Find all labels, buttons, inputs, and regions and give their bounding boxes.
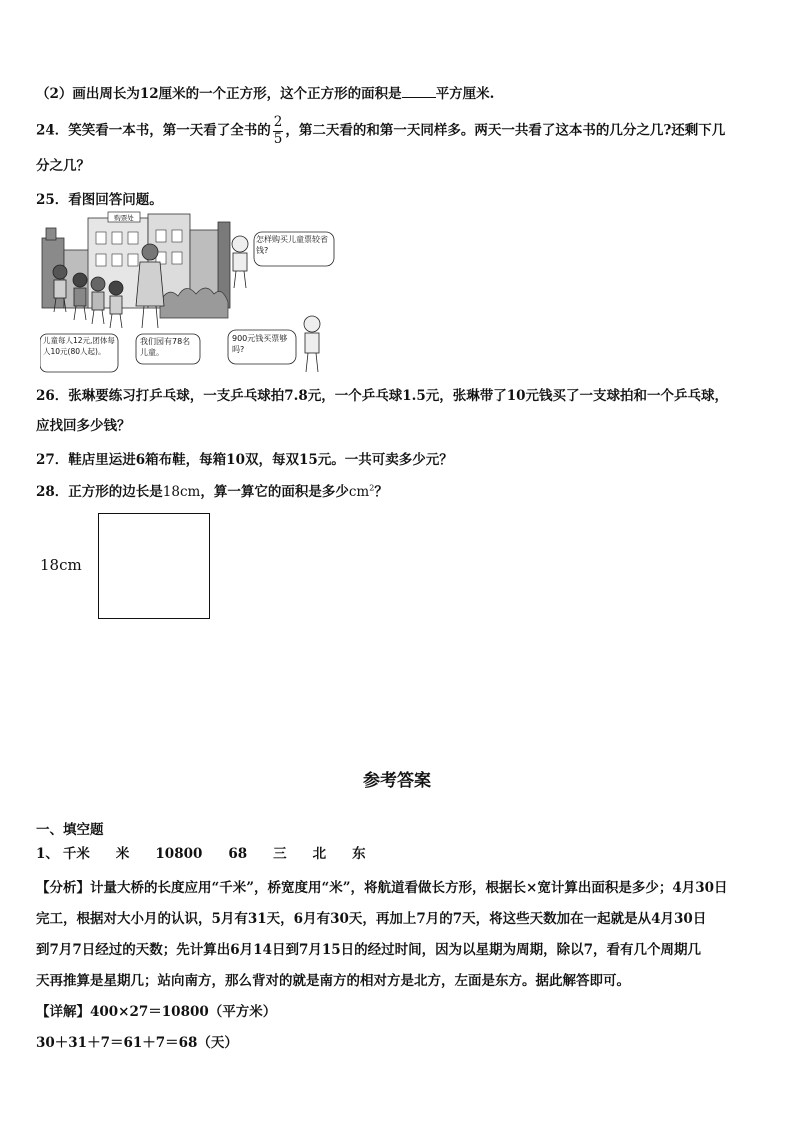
detail-tag: 【详解】 [36, 1004, 90, 1020]
q23-text-after: 平方厘米. [435, 86, 495, 102]
q23-text-before: （2）画出周长为12厘米的一个正方形，这个正方形的面积是 [36, 86, 402, 102]
detail-formula-1: 400×27＝10800（平方米） [90, 1004, 277, 1020]
section-1-title: 一、填空题 [36, 822, 104, 838]
fraction-denominator: 5 [273, 130, 283, 147]
bubble-group-text: 我们园有78名儿童。 [140, 337, 191, 357]
answer-1-item: 东 [352, 846, 366, 862]
q28-unit-exponent: 2 [369, 483, 375, 493]
boy-top-figure [232, 236, 248, 288]
answer-1-item: 米 [115, 846, 130, 862]
analysis-line4: 天再推算是星期几；站向南方，那么背对的就是南方的相对方是北方，左面是东方。据此解答即可。 [36, 973, 630, 989]
question-28 [36, 480, 388, 500]
question-24-line1 [36, 116, 725, 146]
answer-1-item: 10800 [155, 846, 203, 862]
square-side-label: 18cm [40, 556, 82, 574]
detail-formula-2: 30＋31＋7＝61＋7＝68（天） [36, 1035, 238, 1051]
q28-text-middle: ，算一算它的面积是多少 [200, 484, 349, 500]
ticket-scene-illustration [40, 210, 340, 376]
boy-bottom-figure [304, 316, 320, 372]
bubble-price-text: 儿童每人12元,团体每人10元(80人起)。 [43, 336, 115, 356]
question-23-part2 [36, 82, 494, 102]
question-27: 27．鞋店里运进6箱布鞋，每箱10双，每双15元。一共可卖多少元？ [36, 452, 453, 468]
detail-line1 [36, 1000, 276, 1020]
question-26-line2: 应找回多少钱？ [36, 418, 131, 434]
bubble-boy-bottom-text: 900元钱买票够吗? [232, 334, 288, 354]
q28-side-length: 18cm [162, 484, 201, 500]
answer-1-number: 1、 [36, 846, 59, 862]
q28-unit: cm [348, 484, 370, 500]
question-24-line2: 分之几？ [36, 158, 90, 174]
question-26-line1: 26．张琳要练习打乒乓球，一支乒乓球拍7.8元，一个乒乓球1.5元，张琳带了10元钱买了一支球拍和一个乒乓球， [36, 388, 729, 404]
q24-text-before: 24．笑笑看一本书，第一天看了全书的 [36, 122, 271, 139]
bush [160, 288, 228, 318]
analysis-line1 [36, 876, 728, 896]
answer-1-row [36, 842, 392, 862]
analysis-line2: 完工，根据对大小月的认识，5月有31天，6月有30天，再加上7月的7天，将这些天数加在一起就是从4月30日 [36, 911, 707, 927]
answer-1-item: 三 [273, 846, 287, 862]
analysis-tag: 【分析】 [36, 880, 90, 896]
q28-text-before: 28．正方形的边长是 [36, 484, 163, 500]
square-figure [98, 513, 210, 619]
fraction-two-fifths [273, 116, 284, 146]
analysis-line3: 到7月7日经过的天数；先计算出6月14日到7月15日的经过时间，因为以星期为周期，除以7，看有几个周期几 [36, 942, 702, 958]
question-25: 25．看图回答问题。 [36, 192, 163, 208]
q24-text-after: ，第二天看的和第一天同样多。两天一共看了这本书的几分之几?还剩下几 [285, 122, 726, 139]
ticket-office-sign-text: 购票处 [114, 214, 134, 222]
q28-text-after: ？ [374, 484, 388, 500]
answer-1-item: 千米 [62, 846, 90, 862]
answer-1-item: 北 [312, 846, 327, 862]
bubble-boy-top-text: 怎样购买儿童票较省钱? [256, 235, 328, 255]
fraction-numerator: 2 [273, 114, 283, 130]
answer-blank [402, 85, 436, 98]
analysis-text: 计量大桥的长度应用“千米”，桥宽度用“米”，将航道看做长方形，根据长×宽计算出面积是多少；4月30日 [90, 880, 728, 896]
answer-1-item: 68 [228, 846, 248, 862]
answer-title: 参考答案 [363, 771, 431, 791]
